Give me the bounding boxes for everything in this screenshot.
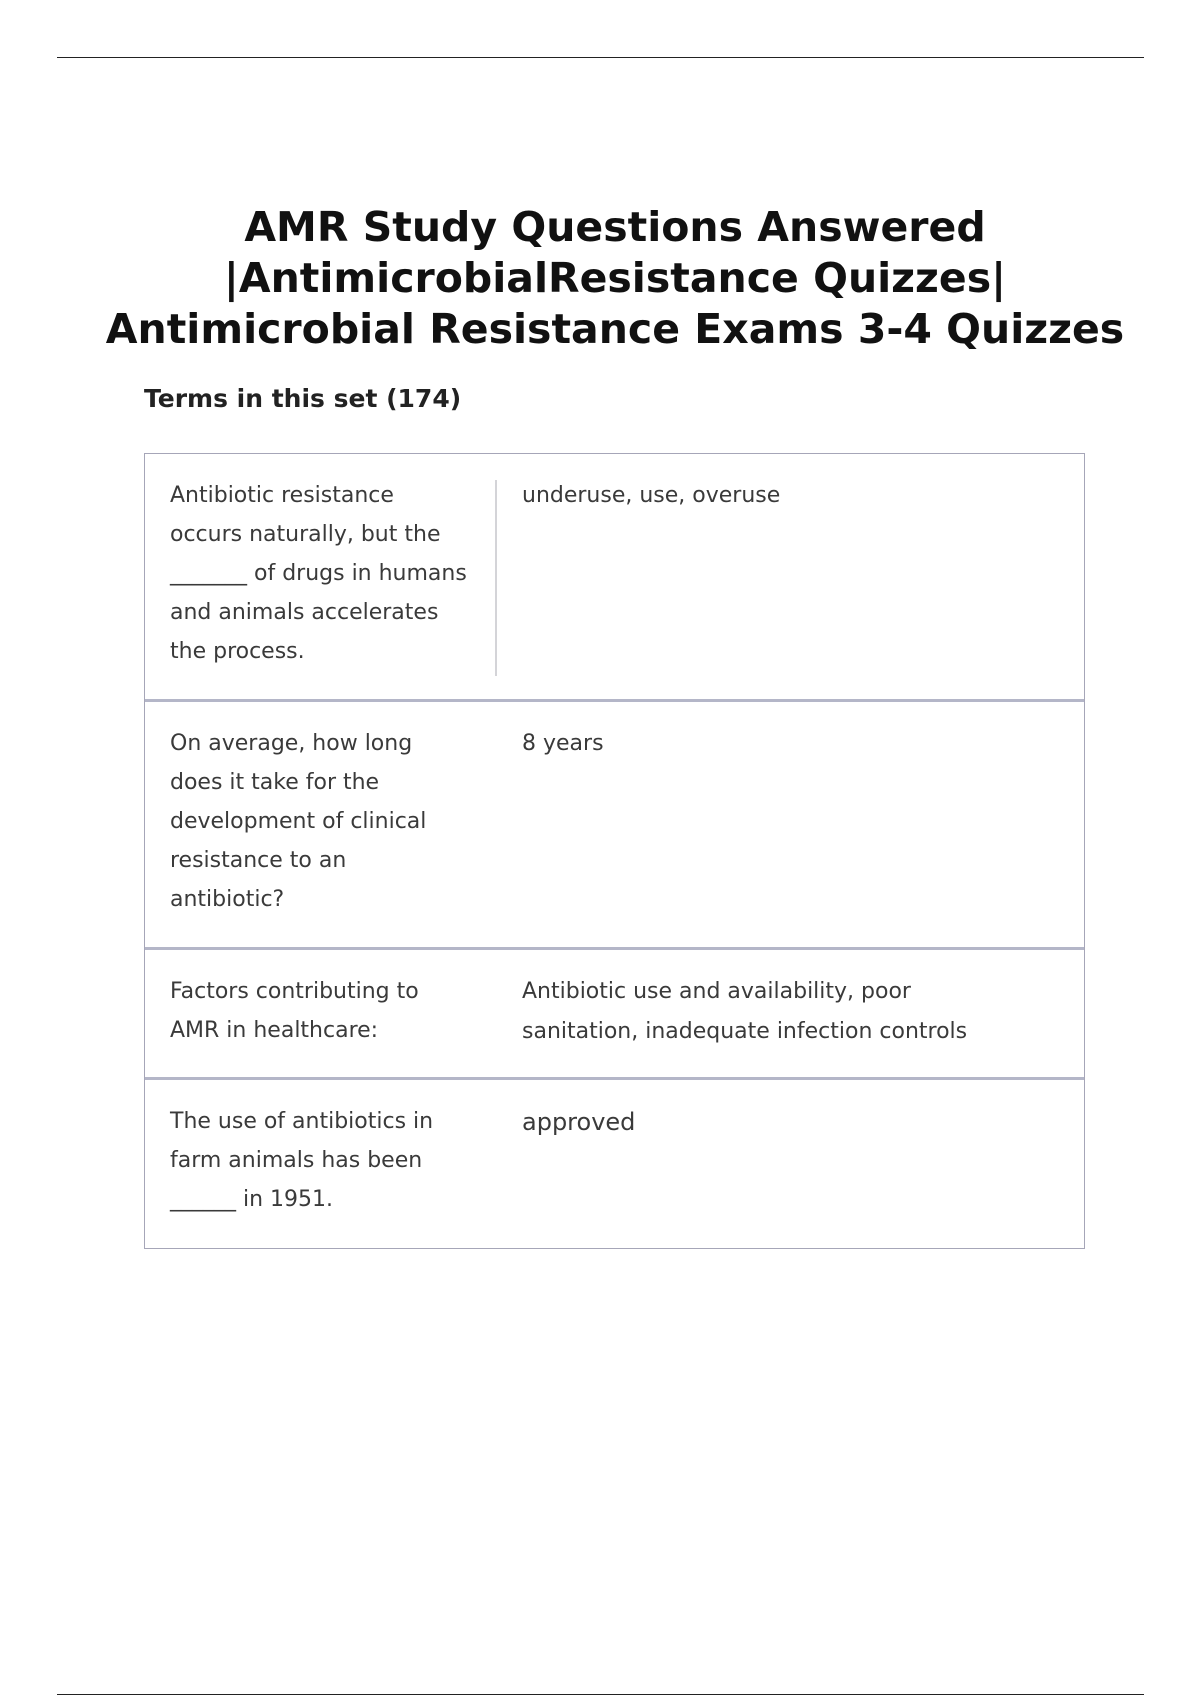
term-line: antibiotic? — [170, 887, 285, 912]
document-title — [100, 202, 1130, 355]
flashcard-term — [145, 702, 497, 947]
term-line: development of clinical — [170, 809, 427, 834]
flashcard-row — [145, 454, 1084, 702]
term-line: On average, how long — [170, 731, 413, 756]
flashcard-row — [145, 950, 1084, 1080]
term-line: farm animals has been — [170, 1148, 423, 1173]
term-line: and animals accelerates — [170, 600, 439, 625]
flashcard-definition: approved — [522, 1108, 636, 1136]
column-divider — [495, 480, 497, 676]
term-line: AMR in healthcare: — [170, 1018, 379, 1043]
definition-line: Antibiotic use and availability, poor — [522, 979, 911, 1004]
header-rule — [57, 57, 1144, 58]
term-line: The use of antibiotics in — [170, 1109, 434, 1134]
term-line: Antibiotic resistance — [170, 483, 394, 508]
flashcard-term — [145, 950, 497, 1077]
term-line: _______ of drugs in humans — [170, 561, 467, 586]
title-line-2: |AntimicrobialResistance Quizzes| — [223, 254, 1007, 302]
flashcard-term — [145, 1080, 497, 1248]
flashcard-definition: 8 years — [522, 731, 604, 756]
term-line: ______ in 1951. — [170, 1187, 334, 1212]
flashcard-definition — [497, 950, 1084, 1077]
term-line: the process. — [170, 639, 305, 664]
title-line-1: AMR Study Questions Answered — [244, 203, 986, 251]
definition-line: sanitation, inadequate infection controls — [522, 1019, 968, 1044]
term-line: does it take for the — [170, 770, 380, 795]
footer-rule — [57, 1694, 1144, 1695]
terms-count-heading: Terms in this set (174) — [144, 384, 462, 413]
flashcard-row — [145, 1080, 1084, 1248]
flashcard-definition: underuse, use, overuse — [522, 483, 781, 508]
title-line-3: Antimicrobial Resistance Exams 3-4 Quizzes — [105, 305, 1125, 353]
term-line: occurs naturally, but the — [170, 522, 441, 547]
flashcard-term — [145, 454, 497, 699]
flashcard-row — [145, 702, 1084, 950]
flashcard-table — [144, 453, 1085, 1249]
term-line: Factors contributing to — [170, 979, 419, 1004]
term-line: resistance to an — [170, 848, 347, 873]
